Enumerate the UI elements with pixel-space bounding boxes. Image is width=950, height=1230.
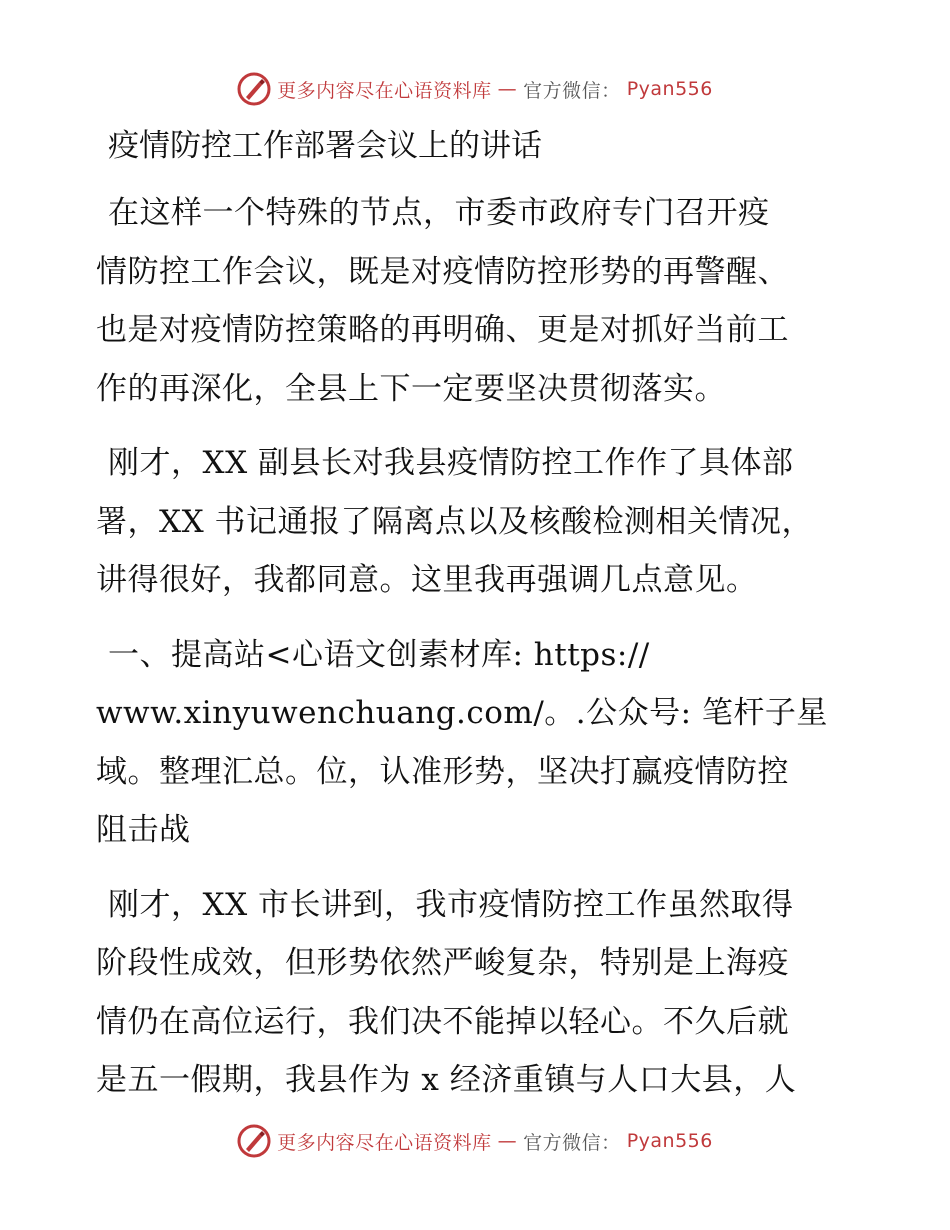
- paragraph-line: 阻击战: [96, 812, 191, 848]
- paragraph-line: 刚才，XX 副县长对我县疫情防控工作作了具体部: [108, 445, 794, 481]
- paragraph-3: [96, 626, 856, 860]
- paragraph-line: 作的再深化，全县上下一定要坚决贯彻落实。: [96, 370, 726, 407]
- watermark-footer: [0, 1124, 950, 1158]
- paragraph-line: 在这样一个特殊的节点，市委市政府专门召开疫: [108, 195, 770, 231]
- watermark-sub-text: 官方微信：: [523, 1131, 621, 1154]
- paragraph-line: 一、提高站<心语文创素材库: https://: [108, 636, 650, 673]
- paragraph-line: www.xinyuwenchuang.com/。.公众号: 笔杆子星: [96, 695, 828, 731]
- watermark-wechat-id: Pyan556: [626, 78, 713, 100]
- paragraph-line: 讲得很好，我都同意。这里我再强调几点意见。: [96, 562, 758, 598]
- watermark-main-text: 更多内容尽在心语资料库: [277, 79, 492, 102]
- paragraph-line: 阶段性成效，但形势依然严峻复杂，特别是上海疫: [96, 945, 789, 981]
- watermark-main-text: 更多内容尽在心语资料库: [277, 1131, 492, 1154]
- paragraph-line: 刚才，XX 市长讲到，我市疫情防控工作虽然取得: [108, 886, 794, 923]
- pen-logo-icon: [237, 72, 271, 106]
- paragraph-line: 署，XX 书记通报了隔离点以及核酸检测相关情况，: [96, 503, 813, 540]
- paragraph-line: 也是对疫情防控策略的再明确、更是对抓好当前工: [96, 312, 789, 348]
- watermark-wechat-id: Pyan556: [626, 1130, 713, 1152]
- document-body: [96, 120, 856, 1126]
- paragraph-line: 域。整理汇总。位，认准形势，坚决打赢疫情防控: [96, 753, 789, 790]
- document-title: 疫情防控工作部署会议上的讲话: [108, 128, 542, 164]
- paragraph-1: [96, 184, 856, 418]
- watermark-dash: —: [497, 1130, 518, 1152]
- paragraph-line: 情仍在高位运行，我们决不能掉以轻心。不久后就: [96, 1003, 789, 1040]
- pen-logo-icon: [237, 1124, 271, 1158]
- paragraph-line: 情防控工作会议，既是对疫情防控形势的再警醒、: [96, 253, 789, 290]
- watermark-dash: —: [497, 78, 518, 100]
- watermark-sub-text: 官方微信：: [523, 79, 621, 102]
- paragraph-4: [96, 876, 856, 1110]
- paragraph-line: 是五一假期，我县作为 x 经济重镇与人口大县，人: [96, 1062, 797, 1098]
- paragraph-2: [96, 434, 856, 610]
- watermark-header: [0, 72, 950, 106]
